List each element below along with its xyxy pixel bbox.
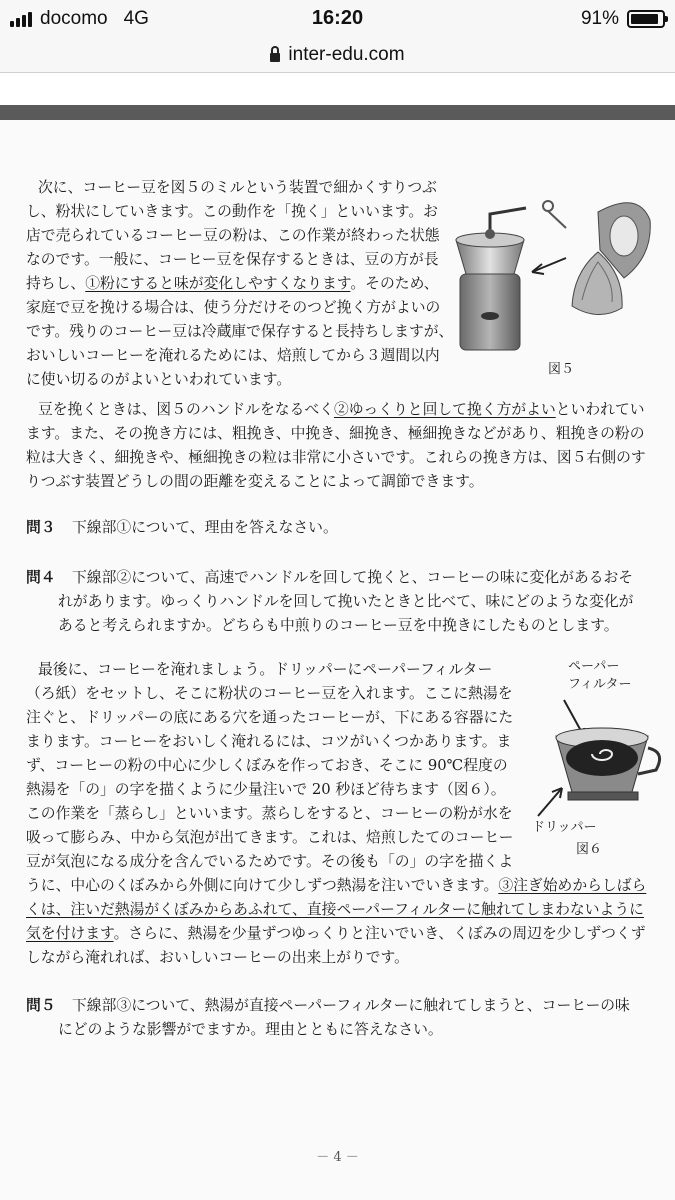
question-text: 下線部②について、高速でハンドルを回して挽くと、コーヒーの味に変化があるおそ [72, 569, 634, 586]
text-line: 次に、コーヒー豆を図５のミルという装置で細かくすりつぶ [38, 179, 437, 196]
text-segment: 。さらに、熱湯を少量ずつゆっくりと注いでいき、くぼみの周辺を少しずつくず [113, 925, 646, 942]
text-line [26, 272, 439, 296]
label-line: フィルター [568, 677, 632, 692]
text-line [38, 398, 645, 422]
figure-6-filter-label [568, 658, 631, 694]
text-line: 店で売られているコーヒー豆の粉は、この作業が終わった状態 [26, 227, 440, 244]
figure-6-dripper-label: ドリッパー [532, 820, 597, 835]
battery-icon [627, 10, 665, 28]
status-right [581, 8, 665, 30]
text-line: おいしいコーヒーを淹れるためには、焙煎してから３週間以内 [26, 347, 440, 364]
question-text: れがあります。ゆっくりハンドルを回して挽いたときと比べて、味にどのような変化が [58, 593, 634, 610]
text-segment: うに、中心のくぼみから外側に向けて少しずつ熱湯を注いでいきます。 [26, 877, 499, 894]
text-line: です。残りのコーヒー豆は冷蔵庫で保存すると長持ちしますが、 [26, 323, 454, 340]
text-line: 注ぐと、ドリッパーの底にある穴を通ったコーヒーが、下にある容器にた [26, 709, 514, 726]
exam-page [0, 120, 675, 1200]
question-label: 問４ [26, 569, 56, 586]
text-segment: 持ちし、 [26, 275, 86, 292]
text-line [26, 898, 644, 922]
text-line: 吸って膨らみ、中から気泡が出てきます。これは、焙煎したてのコーヒー [26, 829, 514, 846]
text-line: 豆が気泡になる成分を含んでいるためです。その後も「の」の字を描くよ [26, 853, 514, 870]
page-number: － 4 － [316, 1150, 359, 1165]
carrier-name: docomo [40, 8, 108, 29]
underline-1: ①粉にすると味が変化しやすくなります [85, 275, 351, 292]
text-line: この作業を「蒸らし」といいます。蒸らしをすると、コーヒーの粉が水を [26, 805, 513, 822]
text-line: （ろ紙）をセットし、そこに粉状のコーヒー豆を入れます。ここに熱湯を [26, 685, 513, 702]
underline-3: 気を付けます [26, 925, 114, 942]
text-line [26, 874, 646, 898]
underline-3: くは、注いだ熱湯がくぼみからあふれて、直接ペーパーフィルターに触れてしまわないように [26, 901, 644, 918]
text-line: りつぶす装置どうしの間の距離を変えることによって調節できます。 [26, 473, 484, 490]
battery-percent: 91% [580, 8, 619, 29]
text-line: まります。コーヒーをおいしく淹れるには、コツがいくつかあります。ま [26, 733, 512, 750]
url-text: inter-edu.com [288, 44, 405, 65]
network-type: 4G [123, 8, 149, 29]
status-time: 16:20 [311, 7, 364, 29]
text-line: ず、コーヒーの粉の中心に少しくぼみを作っておき、そこに 90℃程度の [26, 757, 508, 774]
text-line: 熱湯を「の」の字を描くように少量注いで 20 秒ほど待ちます（図６）。 [26, 781, 506, 798]
text-line: しながら淹れれば、おいしいコーヒーの出来上がりです。 [26, 949, 409, 966]
question-text: あると考えられますか。どちらも中煎りのコーヒー豆を中挽きにしたものとします。 [58, 617, 619, 634]
lock-icon [270, 53, 280, 62]
text-line: 粒は大きく、細挽きや、極細挽きの粒は非常に小さいです。これらの挽き方は、図５右側のす [26, 449, 646, 466]
text-line [26, 922, 646, 946]
dripper-figure [530, 690, 670, 820]
text-line: 最後に、コーヒーを淹れましょう。ドリッパーにペーパーフィルター [38, 661, 493, 678]
text-segment: 豆を挽くときは、図５のハンドルをなるべく [38, 401, 334, 418]
question-text: にどのような影響がでますか。理由とともに答えなさい。 [58, 1021, 443, 1038]
question-text: 下線部③について、熱湯が直接ペーパーフィルターに触れてしまうと、コーヒーの味 [72, 997, 630, 1014]
text-line: 家庭で豆を挽ける場合は、使う分だけそのつど挽く方がよいの [26, 299, 441, 316]
status-bar [0, 0, 675, 38]
text-segment: 。そのため、 [350, 275, 439, 292]
figure-5-caption: 図５ [548, 362, 575, 377]
question-text: 下線部①について、理由を答えなさい。 [72, 519, 338, 536]
page-edge-band [0, 105, 675, 120]
question-label: 問５ [26, 997, 56, 1014]
text-line: に使い切るのがよいといわれています。 [26, 371, 292, 388]
text-line: し、粉状にしていきます。この動作を「挽く」といいます。お [26, 203, 438, 220]
underline-3: ③注ぎ始めからしばら [498, 877, 647, 894]
figure-6-caption: 図６ [576, 842, 603, 857]
underline-2: ②ゆっくりと回して挽く方がよい [333, 401, 556, 418]
browser-address-bar[interactable] [0, 38, 675, 73]
text-line: ます。また、その挽き方には、粗挽き、中挽き、細挽き、極細挽きなどがあり、粗挽きの粉の [26, 425, 645, 442]
text-line: なのです。一般に、コーヒー豆を保存するときは、豆の方が長 [26, 251, 439, 268]
label-line: ペーパー [568, 659, 620, 674]
question-label: 問３ [26, 519, 56, 536]
coffee-mill-figure [448, 192, 658, 362]
text-segment: といわれてい [555, 401, 645, 418]
